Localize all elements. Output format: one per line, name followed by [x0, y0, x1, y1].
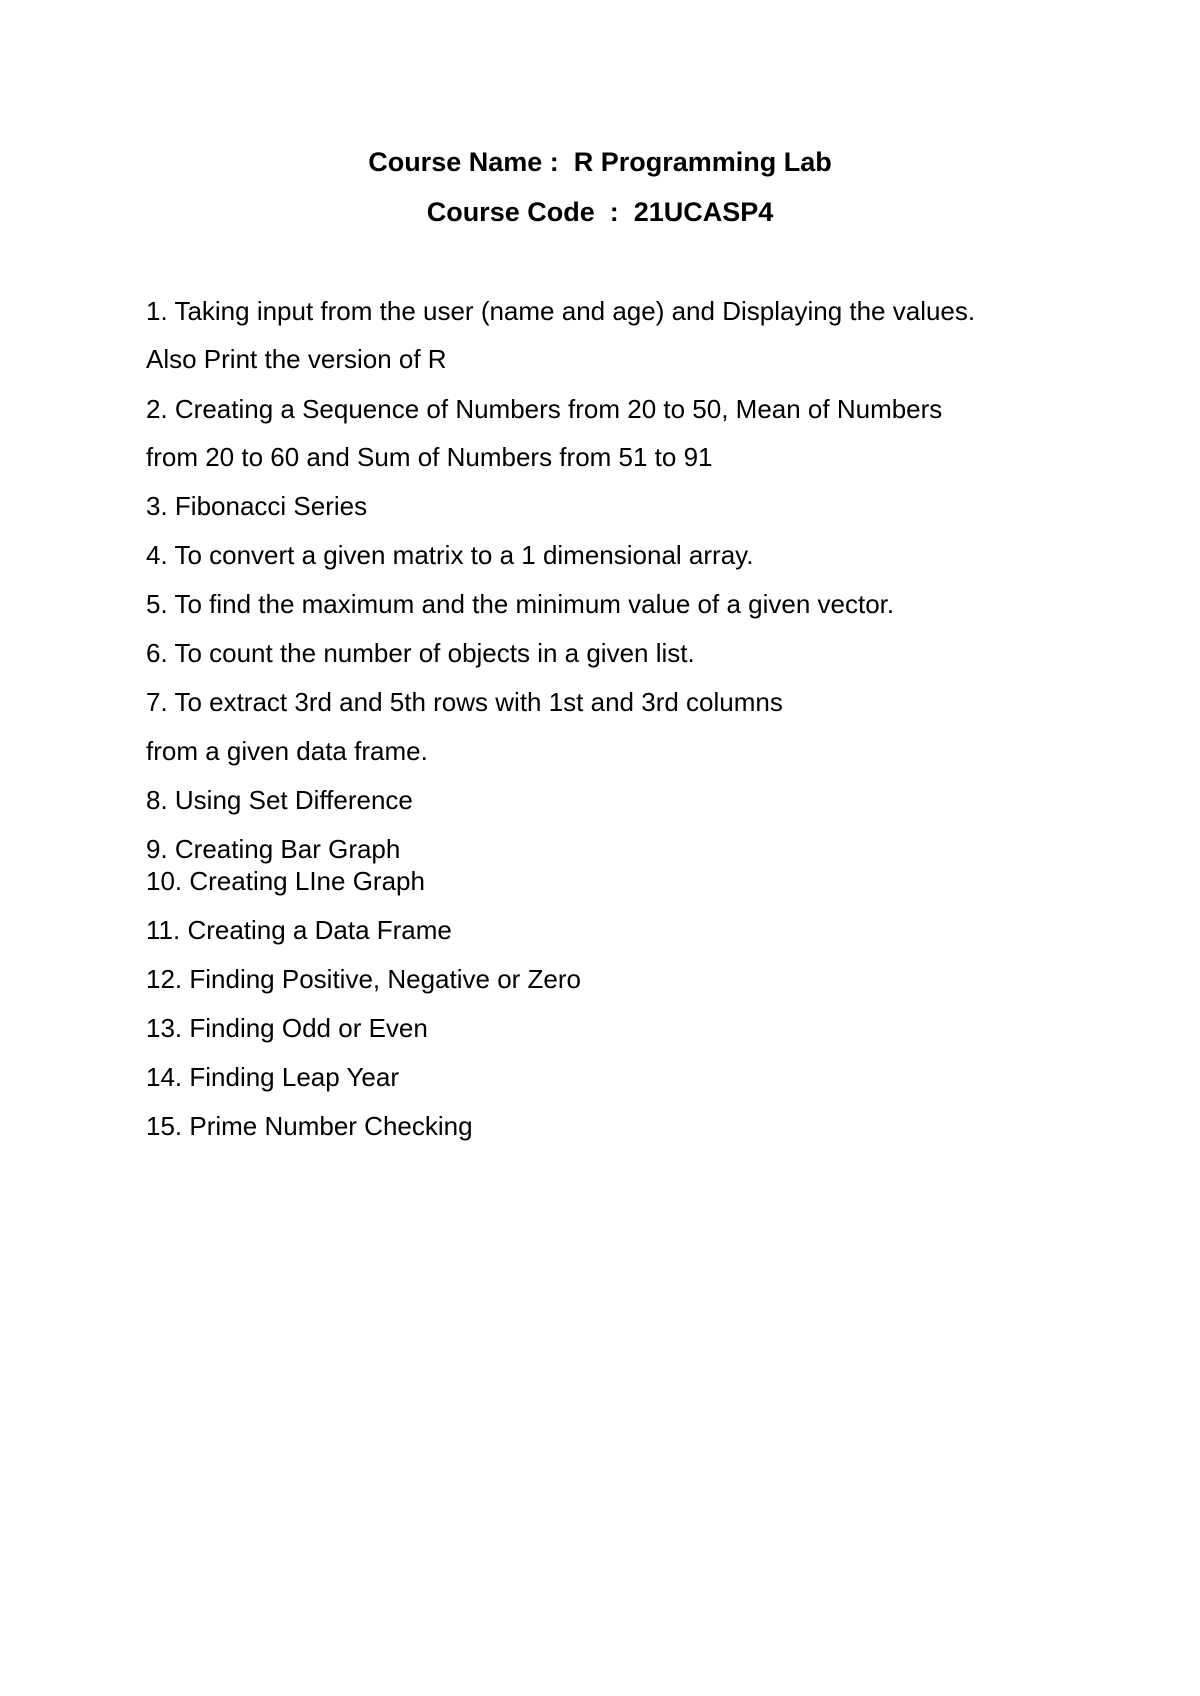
list-item-4: 4. To convert a given matrix to a 1 dimensional array.	[146, 540, 754, 570]
list-item-7-line-1: 7. To extract 3rd and 5th rows with 1st and 3rd columns	[146, 687, 783, 717]
list-item-14: 14. Finding Leap Year	[146, 1062, 399, 1092]
list-item-8: 8. Using Set Difference	[146, 785, 413, 815]
list-item-13: 13. Finding Odd or Even	[146, 1013, 428, 1043]
list-item-12: 12. Finding Positive, Negative or Zero	[146, 964, 581, 994]
list-item-3: 3. Fibonacci Series	[146, 491, 368, 521]
list-item-7-line-2: from a given data frame.	[146, 736, 428, 766]
list-item-15: 15. Prime Number Checking	[146, 1111, 473, 1141]
list-item-1-line-2: Also Print the version of R	[146, 344, 447, 374]
list-item-5: 5. To find the maximum and the minimum value of a given vector.	[146, 589, 895, 619]
list-item-11: 11. Creating a Data Frame	[146, 915, 452, 945]
course-name-heading: Course Name : R Programming Lab	[368, 147, 832, 177]
list-item-10: 10. Creating LIne Graph	[146, 866, 425, 896]
list-item-9: 9. Creating Bar Graph	[146, 834, 401, 864]
list-item-2-line-1: 2. Creating a Sequence of Numbers from 20 to 50, Mean of Numbers	[146, 394, 943, 424]
list-item-1-line-1: 1. Taking input from the user (name and age) and Displaying the values.	[146, 296, 976, 326]
list-item-6: 6. To count the number of objects in a given list.	[146, 638, 695, 668]
course-code-heading: Course Code : 21UCASP4	[426, 197, 774, 227]
list-item-2-line-2: from 20 to 60 and Sum of Numbers from 51 to 91	[146, 442, 713, 472]
